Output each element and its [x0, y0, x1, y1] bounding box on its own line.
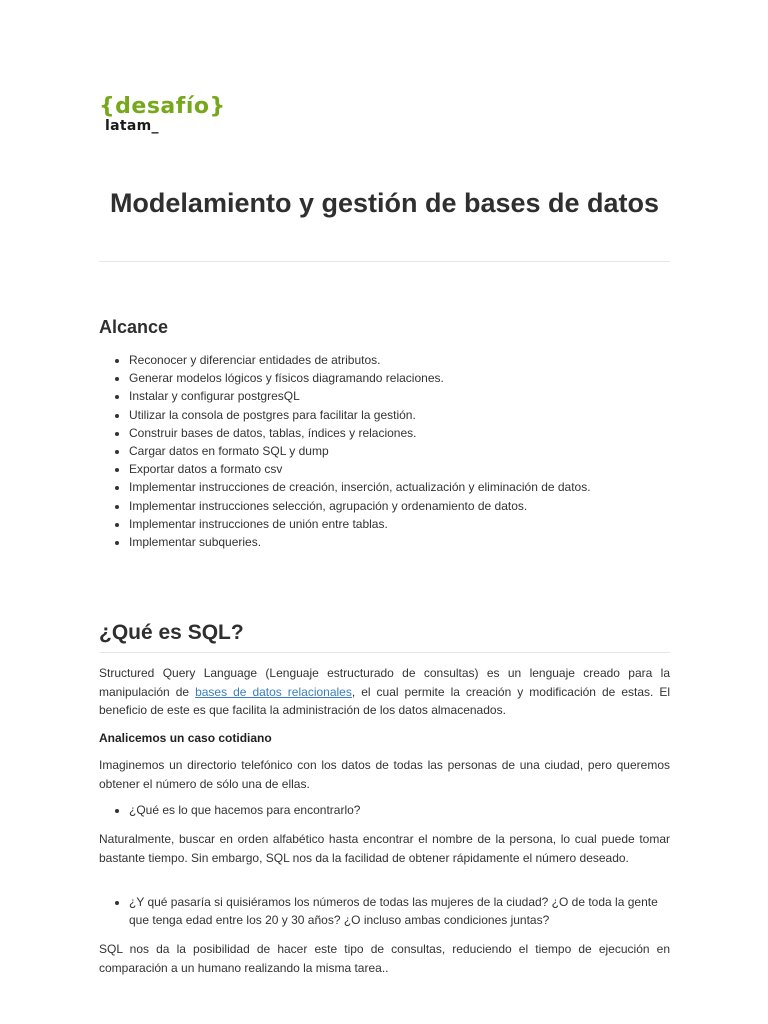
logo-brand-top: {desafío} — [99, 94, 226, 119]
list-item: • Exportar datos a formato csv — [129, 460, 670, 478]
title-divider — [99, 261, 670, 262]
logo-brand-bottom: latam_ — [105, 118, 159, 134]
question-list-2 — [99, 893, 670, 929]
list-item: • Reconocer y diferenciar entidades de atributos. — [129, 351, 670, 369]
closing-paragraph: SQL nos da la posibilidad de hacer este tipo de consultas, reduciendo el tiempo de ejecución en comparación a un humano realizando la misma tarea.. — [99, 942, 670, 975]
sql-heading-divider — [99, 652, 670, 653]
list-item: • Implementar instrucciones de creación, inserción, actualización y eliminación de datos. — [129, 478, 670, 496]
list-item: • Implementar instrucciones selección, agrupación y ordenamiento de datos. — [129, 497, 670, 515]
list-item: • Generar modelos lógicos y físicos diagramando relaciones. — [129, 369, 670, 387]
relational-databases-link[interactable]: bases de datos relacionales — [195, 684, 352, 699]
sql-intro-text-after: , el cual permite la creación y modificación de estas. El beneficio de este es que facilita la administración de los datos almacenados. — [99, 684, 671, 717]
page-title: Modelamiento y gestión de bases de datos — [109, 188, 660, 218]
case-heading: Analicemos un caso cotidiano — [99, 731, 272, 745]
list-item: • Cargar datos en formato SQL y dump — [129, 442, 670, 460]
list-item: • ¿Y qué pasaría si quisiéramos los números de todas las mujeres de la ciudad? ¿O de toda la gente que tenga edad entre los 20 y 30 años? ¿O incluso ambas condiciones juntas? — [129, 893, 670, 929]
list-item: • Instalar y configurar postgresQL — [129, 387, 670, 405]
list-item: • Utilizar la consola de postgres para facilitar la gestión. — [129, 406, 670, 424]
list-item: • Implementar instrucciones de unión entre tablas. — [129, 515, 670, 533]
question-list-1 — [99, 801, 670, 819]
list-item: • ¿Qué es lo que hacemos para encontrarlo? — [129, 801, 670, 819]
alcance-list — [99, 351, 670, 551]
alcance-heading: Alcance — [99, 317, 169, 337]
answer-paragraph: Naturalmente, buscar en orden alfabético hasta encontrar el nombre de la persona, lo cual puede tomar bastante tiempo. Sin embargo, SQL nos da la facilidad de obtener rápidamente el número deseado. — [99, 832, 670, 865]
desafio-latam-logo — [99, 93, 229, 137]
list-item: • Construir bases de datos, tablas, índices y relaciones. — [129, 424, 670, 442]
sql-intro-text-before: Structured Query Language (Lenguaje estructurado de consultas) es un lenguaje creado para la manipulación de — [99, 666, 670, 699]
list-item: • Implementar subqueries. — [129, 533, 670, 551]
sql-heading: ¿Qué es SQL? — [99, 621, 244, 644]
sql-intro-paragraph — [99, 664, 670, 720]
case-paragraph: Imaginemos un directorio telefónico con los datos de todas las personas de una ciudad, pero queremos obtener el número de sólo una de ellas. — [99, 758, 670, 791]
